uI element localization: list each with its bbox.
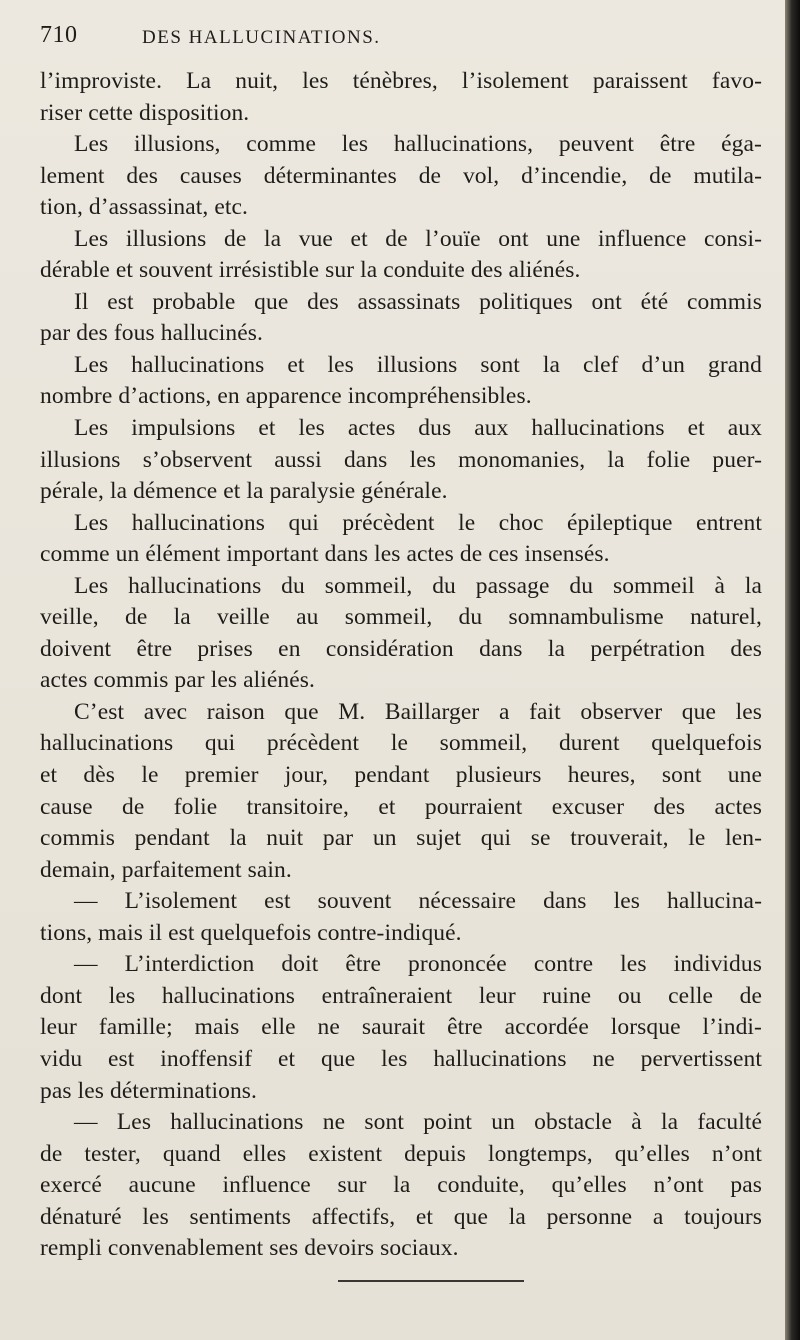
text-line: Les hallucinations et les illusions sont la clef d’un grand xyxy=(74,351,762,378)
text-line: illusions s’observent aussi dans les monomanies, la folie puer- xyxy=(40,446,762,473)
text-line: lement des causes déterminantes de vol, d’incendie, de mutila- xyxy=(40,162,762,189)
text-line: et dès le premier jour, pendant plusieurs heures, sont une xyxy=(40,762,762,789)
text-line: C’est avec raison que M. Baillarger a fait observer que les xyxy=(74,698,762,725)
book-binding-edge xyxy=(785,0,800,1340)
text-line: rempli convenablement ses devoirs sociaux. xyxy=(40,1235,459,1262)
text-line: l’improviste. La nuit, les ténèbres, l’isolement paraissent favo- xyxy=(40,68,762,94)
text-line: tion, d’assassinat, etc. xyxy=(40,194,248,221)
paragraph xyxy=(40,1107,762,1265)
paragraph xyxy=(40,413,762,508)
text-line: commis pendant la nuit par un sujet qui se trouverait, le len- xyxy=(40,825,762,852)
text-line: exercé aucune influence sur la conduite, qu’elles n’ont pas xyxy=(40,1172,762,1199)
text-line: Les hallucinations qui précèdent le choc épileptique entrent xyxy=(74,509,762,536)
text-line: Les impulsions et les actes dus aux hallucinations et aux xyxy=(74,415,762,442)
text-line: dont les hallucinations entraîneraient leur ruine ou celle de xyxy=(40,982,762,1009)
text-line: — L’interdiction doit être prononcée contre les individus xyxy=(74,951,762,978)
paragraph xyxy=(40,571,762,697)
text-line: Les illusions de la vue et de l’ouïe ont une influence consi- xyxy=(74,225,762,252)
text-line: par des fous hallucinés. xyxy=(40,320,263,347)
paragraph xyxy=(40,886,762,949)
paragraph xyxy=(40,224,762,287)
text-line: veille, de la veille au sommeil, du somnambulisme naturel, xyxy=(40,604,762,631)
paragraph xyxy=(40,949,762,1107)
text-line: Les hallucinations du sommeil, du passage du sommeil à la xyxy=(74,572,762,599)
paragraph xyxy=(40,697,762,886)
text-line: demain, parfaitement sain. xyxy=(40,856,292,883)
text-line: pas les déterminations. xyxy=(40,1077,258,1104)
text-line: de tester, quand elles existent depuis longtemps, qu’elles n’ont xyxy=(40,1140,762,1167)
text-line: comme un élément important dans les actes de ces insensés. xyxy=(40,541,610,568)
paragraph xyxy=(40,66,762,129)
text-line: nombre d’actions, en apparence incompréhensibles. xyxy=(40,383,532,410)
text-line: actes commis par les aliénés. xyxy=(40,667,316,694)
text-line: vidu est inoffensif et que les hallucinations ne pervertissent xyxy=(40,1045,762,1072)
text-line: hallucinations qui précèdent le sommeil, durent quelquefois xyxy=(40,730,762,757)
text-line: tions, mais il est quelquefois contre-indiqué. xyxy=(40,919,462,946)
paragraph xyxy=(40,287,762,350)
paragraph xyxy=(40,129,762,224)
footer-rule xyxy=(338,1280,524,1282)
text-line: doivent être prises en considération dans la perpétration des xyxy=(40,635,762,662)
text-line: — Les hallucinations ne sont point un obstacle à la faculté xyxy=(74,1109,762,1136)
text-line: cause de folie transitoire, et pourraient excuser des actes xyxy=(40,793,762,820)
paragraph xyxy=(40,350,762,413)
text-line: dérable et souvent irrésistible sur la conduite des aliénés. xyxy=(40,257,581,284)
paragraph xyxy=(40,508,762,571)
page-header xyxy=(40,22,762,58)
page-number: 710 xyxy=(40,22,78,48)
text-line: — L’isolement est souvent nécessaire dans les hallucina- xyxy=(74,888,762,915)
text-line: dénaturé les sentiments affectifs, et que la personne a toujours xyxy=(40,1203,762,1230)
text-line: leur famille; mais elle ne saurait être accordée lorsque l’indi- xyxy=(40,1014,762,1041)
running-title: DES HALLUCINATIONS. xyxy=(142,27,381,48)
text-line: pérale, la démence et la paralysie générale. xyxy=(40,478,448,505)
text-line: riser cette disposition. xyxy=(40,99,250,126)
body-text xyxy=(40,66,762,1265)
text-line: Il est probable que des assassinats politiques ont été commis xyxy=(74,288,762,315)
text-line: Les illusions, comme les hallucinations, peuvent être éga- xyxy=(74,131,762,158)
